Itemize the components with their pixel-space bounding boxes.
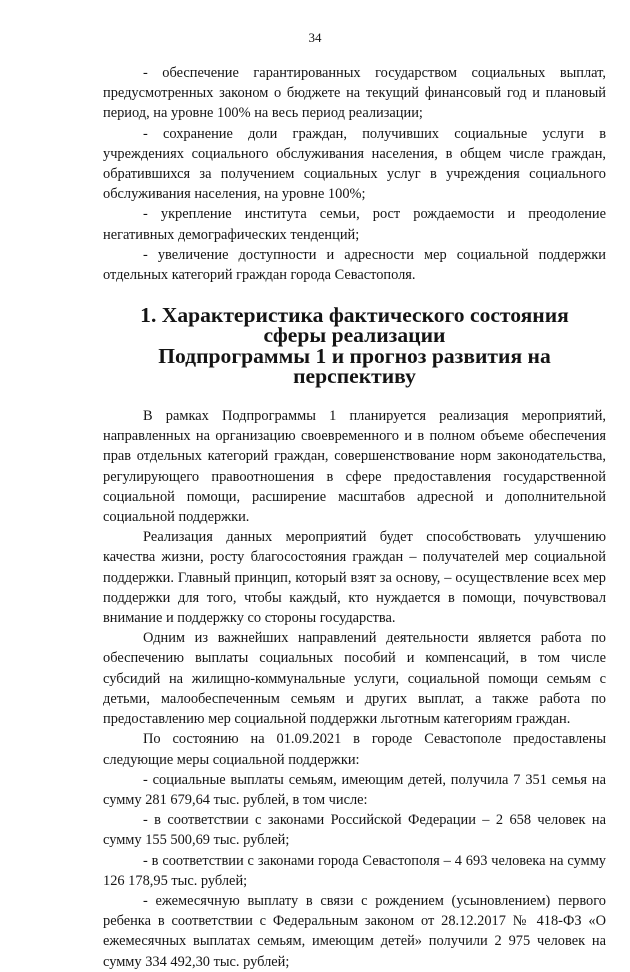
- list-item: - ежемесячную выплату в связи с рождением (усыновлением) первого ребенка в соответствии с Федеральным законом от 28.12.2017 № 418-ФЗ «О ежемесячных выплатах семьям, имеющим детей» получили 2 975 человек на сумму 334 492,30 тыс. рублей;: [103, 892, 606, 970]
- paragraph: Реализация данных мероприятий будет способствовать улучшению качества жизни, росту благосостояния граждан – получателей мер социальной поддержки. Главный принцип, который взят за основу, – осуществление всех мер поддержки для того, чтобы каждый, кто нуждается в помощи, почувствовал внимание и поддержку со стороны государства.: [103, 529, 606, 627]
- list-item: - в соответствии с законами города Севастополя – 4 693 человека на сумму 126 178,95 тыс. рублей;: [103, 852, 606, 889]
- section-heading-line: 1. Характеристика фактического состояния сферы реализации: [140, 303, 569, 348]
- paragraph: По состоянию на 01.09.2021 в городе Севастополе предоставлены следующие меры социальной поддержки:: [103, 731, 606, 768]
- page-number: 34: [308, 30, 322, 45]
- section-heading-line: Подпрограммы 1 и прогноз развития на перспективу: [158, 343, 551, 388]
- goal-item: - обеспечение гарантированных государством социальных выплат, предусмотренных законом о бюджете на текущий финансовый год и плановый период, на уровне 100% на весь период реализации;: [103, 65, 606, 122]
- spacer: [103, 285, 606, 305]
- goal-item: - сохранение доли граждан, получивших социальные услуги в учреждениях социального обслуживания населения, в общем числе граждан, обратившихся за получением социальных услуг в учреждения социального обслуживания населения, на уровне 100%;: [103, 125, 606, 203]
- goal-item: - укрепление института семьи, рост рождаемости и преодоление негативных демографических тенденций;: [103, 206, 606, 243]
- list-item: - социальные выплаты семьям, имеющим детей, получила 7 351 семья на сумму 281 679,64 тыс. рублей, в том числе:: [103, 771, 606, 808]
- paragraph: Одним из важнейших направлений деятельности является работа по обеспечению выплаты социальных пособий и компенсаций, в том числе субсидий на жилищно-коммунальные услуги, социальной помощи семьям с детьми, малообеспеченным семьям и других выплат, а также работа по предоставлению мер социальной поддержки льготным категориям граждан.: [103, 630, 606, 728]
- list-item: - в соответствии с законами Российской Федерации – 2 658 человек на сумму 155 500,69 тыс. рублей;: [103, 812, 606, 849]
- goal-item: - увеличение доступности и адресности мер социальной поддержки отдельных категорий граждан города Севастополя.: [103, 246, 606, 284]
- page-body: [103, 63, 606, 972]
- spacer: [103, 386, 606, 406]
- section-heading: [103, 305, 606, 386]
- paragraph: В рамках Подпрограммы 1 планируется реализация мероприятий, направленных на организацию своевременного и в полном объеме обеспечения прав отдельных категорий граждан, совершенствование норм законодательства, регулирующего правоотношения в сфере предоставления государственной социальной помощи, расширение масштабов адресной и дополнительной социальной поддержки.: [103, 408, 606, 526]
